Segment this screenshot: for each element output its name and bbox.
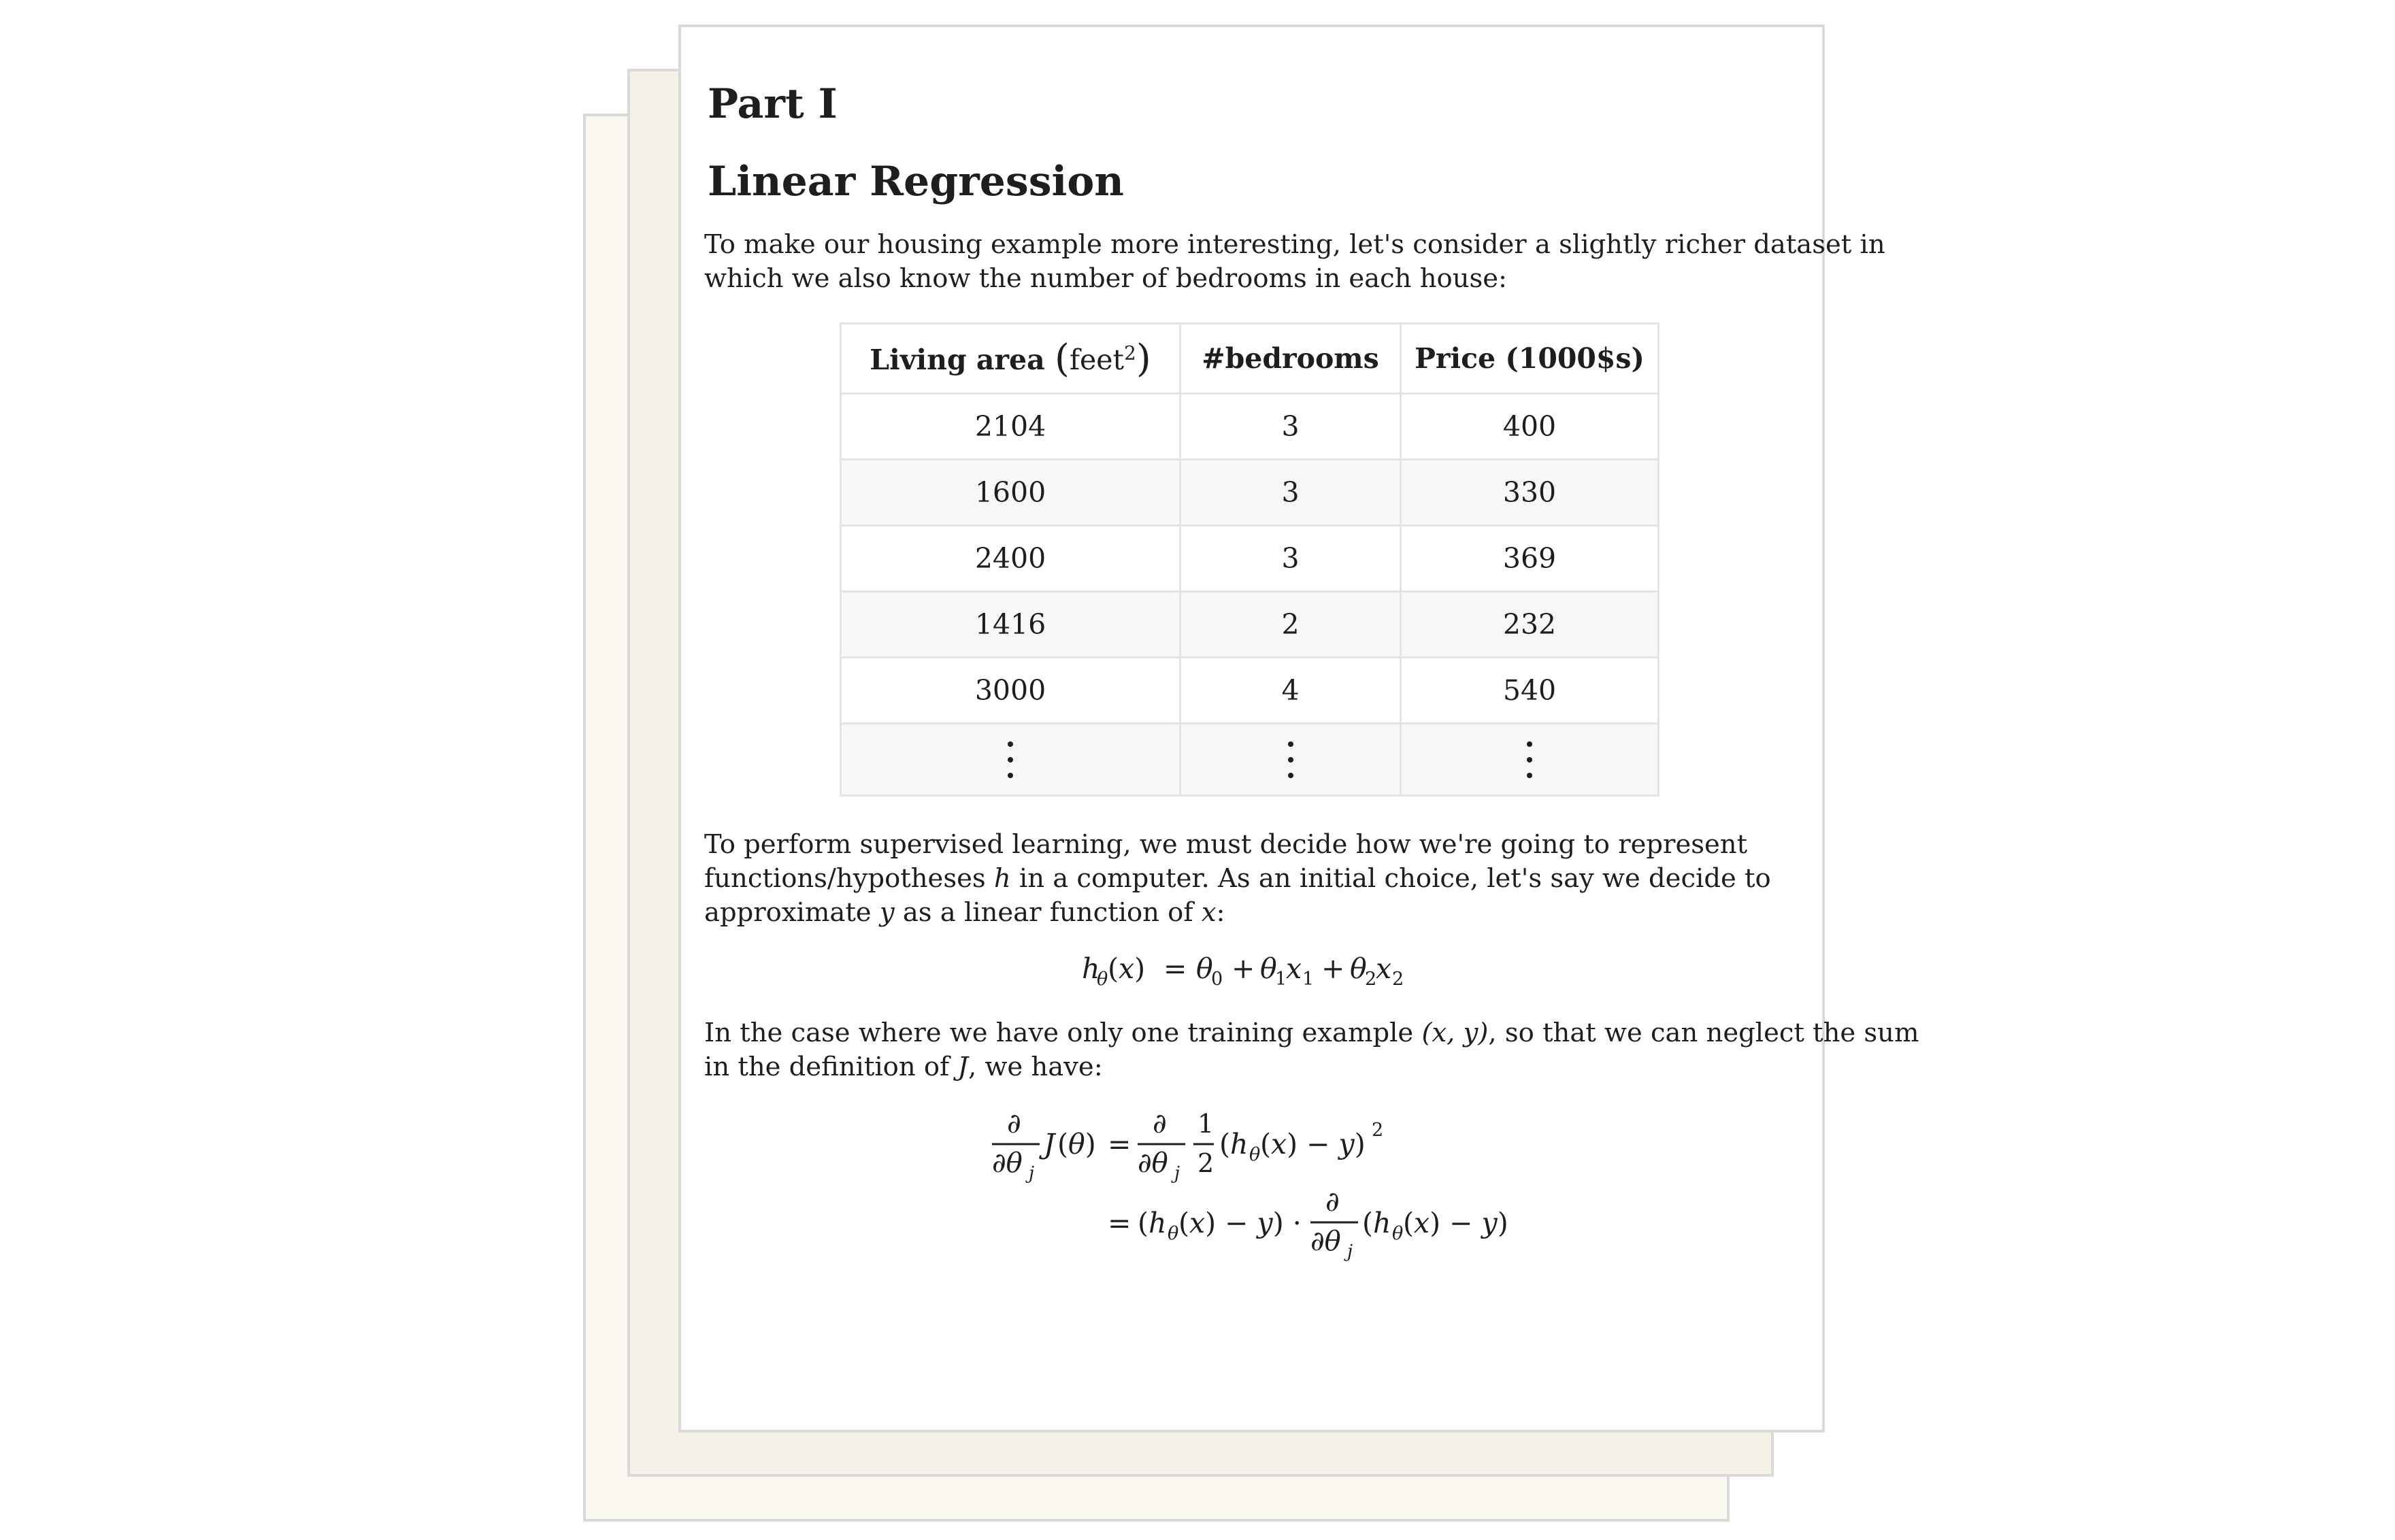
svg-text:∂: ∂ <box>1153 1108 1167 1139</box>
svg-text:+: + <box>1321 952 1345 985</box>
training-paragraph <box>704 1016 1919 1084</box>
svg-text:J: J <box>1044 1128 1055 1160</box>
part-title: Part I <box>708 80 838 128</box>
cell-price: 400 <box>1401 394 1659 460</box>
svg-text:2: 2 <box>1365 969 1377 990</box>
svg-text:x: x <box>1286 952 1302 985</box>
cell-living-area: 1416 <box>841 592 1180 658</box>
svg-text:θ: θ <box>1350 952 1367 985</box>
header-label: Living area <box>870 343 1045 376</box>
cell-price: 540 <box>1401 658 1659 724</box>
vdots-cell <box>1401 724 1659 796</box>
vertical-ellipsis-icon <box>1527 741 1532 778</box>
svg-text:2: 2 <box>1198 1148 1215 1178</box>
svg-text:2: 2 <box>1392 969 1404 990</box>
header-price: Price (1000$s) <box>1401 324 1659 394</box>
text-run: in the definition of <box>704 1052 958 1082</box>
unit-exponent: 2 <box>1124 341 1136 364</box>
hypothesis-equation <box>1082 945 1436 993</box>
text-run: , we have: <box>968 1052 1103 1082</box>
cell-living-area: 2104 <box>841 394 1180 460</box>
text-run: : <box>1216 897 1225 928</box>
svg-text:θ: θ <box>1392 1223 1404 1244</box>
text-run: as a linear function of <box>894 897 1202 928</box>
math-pair-xy: (x, y) <box>1421 1018 1489 1048</box>
svg-text:j: j <box>1347 1241 1353 1262</box>
intro-line-2: which we also know the number of bedrooms in each house: <box>704 263 1508 294</box>
paren-close: ) <box>1136 336 1151 381</box>
table-header-row <box>841 324 1659 394</box>
svg-text:x: x <box>1376 952 1392 985</box>
unit-feet: feet <box>1069 343 1124 376</box>
svg-text:=: = <box>1108 1207 1132 1239</box>
svg-text:θ: θ <box>1196 952 1213 985</box>
table-row <box>841 592 1659 658</box>
svg-text:1: 1 <box>1275 969 1287 990</box>
section-title: Linear Regression <box>708 158 1124 205</box>
svg-text:(h: (h <box>1219 1128 1249 1160</box>
svg-text:j: j <box>1029 1163 1035 1184</box>
cell-price: 369 <box>1401 526 1659 592</box>
svg-text:θ: θ <box>1097 969 1108 990</box>
math-var-j: J <box>957 1052 968 1082</box>
hypothesis-paragraph <box>704 828 1800 930</box>
math-var-y: y <box>879 897 895 928</box>
header-bedrooms: #bedrooms <box>1180 324 1401 394</box>
housing-data-table <box>840 322 1659 797</box>
hypothesis-line-2 <box>704 862 1800 896</box>
svg-text:θ: θ <box>1168 1223 1179 1244</box>
text-run: In the case where we have only one training example <box>704 1018 1422 1048</box>
svg-text:(x) − y): (x) − y) <box>1260 1128 1366 1160</box>
paren-open: ( <box>1054 336 1070 381</box>
vdots-cell <box>1180 724 1401 796</box>
svg-text:∂θ: ∂θ <box>1138 1148 1168 1179</box>
vertical-ellipsis-icon <box>1008 741 1013 778</box>
cell-bedrooms: 3 <box>1180 394 1401 460</box>
header-living-area <box>841 324 1180 394</box>
hypothesis-line-3 <box>704 896 1800 930</box>
table-row-continuation <box>841 724 1659 796</box>
svg-text:(h: (h <box>1362 1207 1391 1239</box>
text-run: , so that we can neglect the sum <box>1488 1018 1919 1048</box>
table-row <box>841 658 1659 724</box>
cell-bedrooms: 2 <box>1180 592 1401 658</box>
svg-text:(x) − y) ·: (x) − y) · <box>1178 1207 1302 1239</box>
cell-bedrooms: 3 <box>1180 526 1401 592</box>
vdots-cell <box>841 724 1180 796</box>
svg-text:0: 0 <box>1211 969 1223 990</box>
svg-text:=: = <box>1108 1128 1132 1160</box>
hypothesis-line-1: To perform supervised learning, we must decide how we're going to represent <box>704 829 1748 860</box>
svg-text:(θ): (θ) <box>1057 1128 1096 1160</box>
cell-price: 232 <box>1401 592 1659 658</box>
svg-text:∂θ: ∂θ <box>992 1148 1023 1179</box>
svg-text:+: + <box>1232 952 1255 985</box>
table-row <box>841 394 1659 460</box>
training-line-2 <box>704 1050 1800 1084</box>
vertical-ellipsis-icon <box>1288 741 1293 778</box>
table-row <box>841 526 1659 592</box>
intro-paragraph <box>704 228 1885 296</box>
cell-bedrooms: 3 <box>1180 460 1401 526</box>
svg-text:∂: ∂ <box>1325 1186 1340 1218</box>
svg-text:1: 1 <box>1198 1109 1215 1139</box>
svg-text:θ: θ <box>1249 1144 1261 1165</box>
svg-text:1: 1 <box>1302 969 1315 990</box>
math-var-h: h <box>993 863 1011 894</box>
gradient-equation <box>987 1102 1531 1279</box>
table-row <box>841 460 1659 526</box>
intro-line-1: To make our housing example more interesting, let's consider a slightly richer dataset in <box>704 229 1885 260</box>
cell-price: 330 <box>1401 460 1659 526</box>
svg-text:h: h <box>1082 952 1100 985</box>
cell-living-area: 1600 <box>841 460 1180 526</box>
cell-bedrooms: 4 <box>1180 658 1401 724</box>
text-run: functions/hypotheses <box>704 863 994 894</box>
svg-text:(h: (h <box>1138 1207 1167 1239</box>
training-line-1 <box>704 1016 1919 1050</box>
svg-text:=: = <box>1163 952 1187 985</box>
math-var-x: x <box>1201 897 1217 928</box>
cell-living-area: 2400 <box>841 526 1180 592</box>
svg-text:∂: ∂ <box>1007 1108 1021 1139</box>
svg-text:(x): (x) <box>1108 952 1146 985</box>
cell-living-area: 3000 <box>841 658 1180 724</box>
svg-text:∂θ: ∂θ <box>1310 1226 1341 1257</box>
svg-text:(x) − y): (x) − y) <box>1403 1207 1508 1239</box>
svg-text:2: 2 <box>1372 1120 1384 1141</box>
text-run: approximate <box>704 897 880 928</box>
svg-text:j: j <box>1174 1163 1180 1184</box>
text-run: in a computer. As an initial choice, let's say we decide to <box>1010 863 1771 894</box>
svg-text:θ: θ <box>1260 952 1277 985</box>
